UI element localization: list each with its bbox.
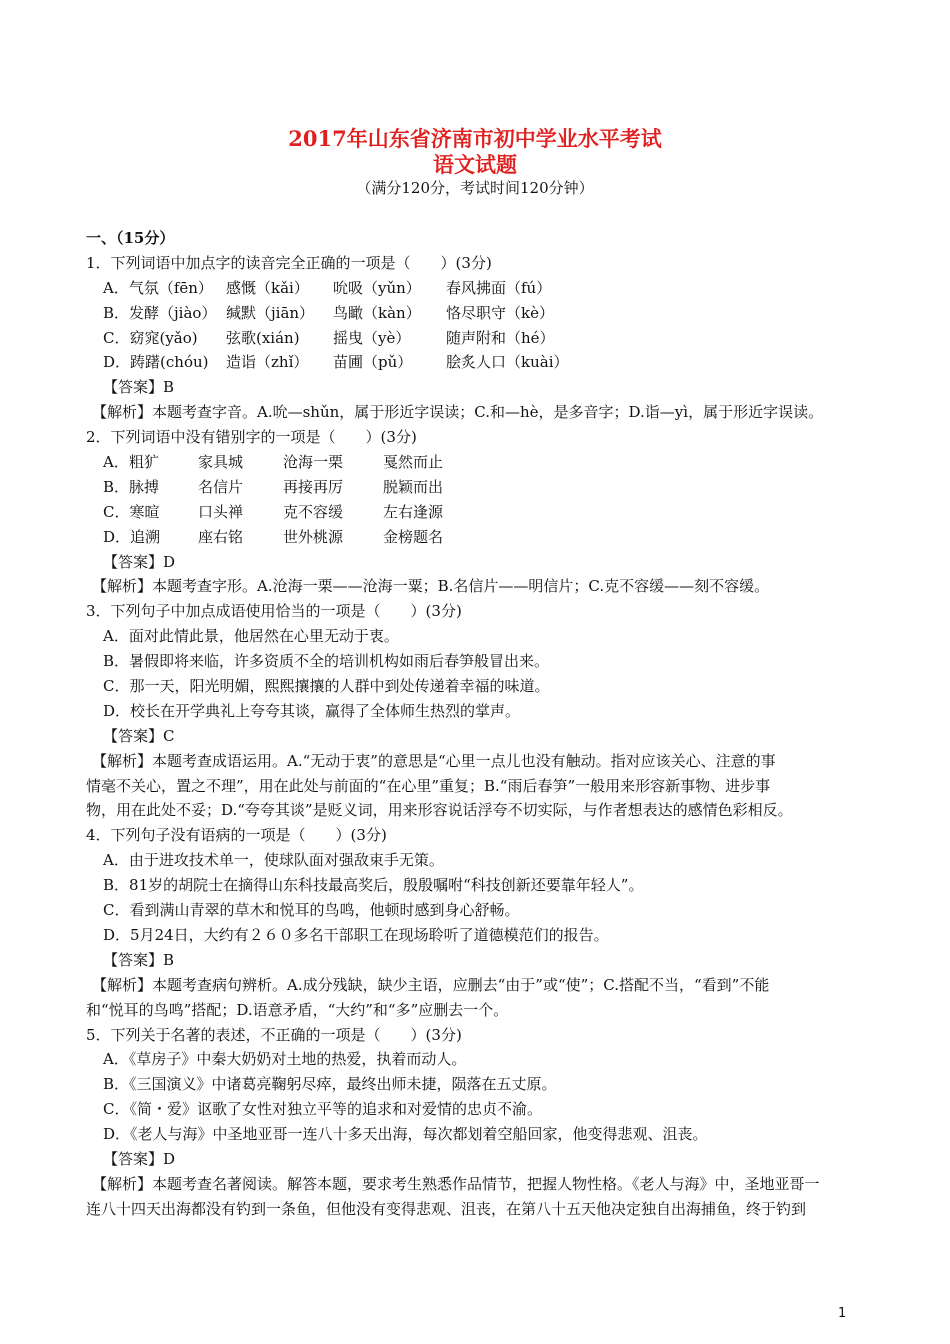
option-cell: 随声附和（hé） xyxy=(446,328,555,347)
question-4-option-a: A．由于进攻技术单一，使球队面对强敌束手无策。 xyxy=(103,851,444,870)
question-5-option-c: C．《简・爱》讴歌了女性对独立平等的追求和对爱情的忠贞不渝。 xyxy=(103,1100,542,1119)
option-cell: C．寒暄 xyxy=(103,502,160,521)
question-4-option-b: B．81岁的胡院士在摘得山东科技最高奖后，殷殷嘱咐“科技创新还要靠年轻人”。 xyxy=(103,876,644,895)
question-3-analysis-cont: 情毫不关心，置之不理”，用在此处与前面的“在心里”重复；B.“雨后春笋”一般用来形容新事物、进步事 xyxy=(86,776,771,795)
page-number: 1 xyxy=(838,1306,847,1321)
exam-content xyxy=(86,226,876,1222)
question-5-option-d: D．《老人与海》中圣地亚哥一连八十多天出海，每次都划着空船回家，他变得悲观、沮丧。 xyxy=(103,1125,708,1144)
question-2-option-a xyxy=(86,450,876,475)
question-2-option-b xyxy=(86,475,876,500)
question-5-stem: 5．下列关于名著的表述，不正确的一项是（ ）(3分) xyxy=(86,1025,462,1044)
option-cell: 名信片 xyxy=(198,477,244,496)
question-5-analysis: 【解析】本题考查名著阅读。解答本题，要求考生熟悉作品情节，把握人物性格。《老人与海》中，圣地亚哥一 xyxy=(92,1174,820,1193)
option-cell: 脱颖而出 xyxy=(383,477,444,496)
option-cell: 苗圃（pǔ） xyxy=(333,353,413,372)
option-cell: 沧海一栗 xyxy=(283,453,344,472)
option-cell: 春风拂面（fú） xyxy=(446,278,552,297)
option-cell: 家具城 xyxy=(198,453,244,472)
option-cell: 造诣（zhǐ） xyxy=(226,353,309,372)
option-cell: 左右逢源 xyxy=(383,502,444,521)
option-cell: 鸟瞰（kàn） xyxy=(333,303,421,322)
question-2-option-d xyxy=(86,525,876,550)
option-cell: A．粗犷 xyxy=(103,453,159,472)
option-cell: 戛然而止 xyxy=(383,453,444,472)
option-cell: 缄默（jiān） xyxy=(226,303,315,322)
option-cell: 摇曳（yè） xyxy=(333,328,411,347)
option-cell: 恪尽职守（kè） xyxy=(446,303,554,322)
question-4-analysis: 【解析】本题考查病句辨析。A.成分残缺，缺少主语，应删去“由于”或“使”；C.搭配不当，“看到”不能 xyxy=(92,975,770,994)
question-1-option-c xyxy=(86,326,876,351)
question-3-option-d: D．校长在开学典礼上夸夸其谈，赢得了全体师生热烈的掌声。 xyxy=(103,701,521,720)
question-1-option-d xyxy=(86,350,876,375)
question-5-answer: 【答案】D xyxy=(103,1149,176,1168)
option-cell: 口头禅 xyxy=(198,502,244,521)
option-cell: D．追溯 xyxy=(103,527,161,546)
question-1-analysis: 【解析】本题考查字音。A.吮—shǔn，属于形近字误读；C.和—hè，是多音字；D.诣—yì，属于形近字误读。 xyxy=(92,403,824,422)
option-cell: 弦歌(xián) xyxy=(226,328,300,347)
option-cell: D．踌躇(chóu) xyxy=(103,353,209,372)
question-1-answer: 【答案】B xyxy=(103,378,175,397)
question-1-option-a xyxy=(86,276,876,301)
option-cell: 克不容缓 xyxy=(283,502,344,521)
question-3-stem: 3．下列句子中加点成语使用恰当的一项是（ ）(3分) xyxy=(86,602,462,621)
option-cell: B．脉搏 xyxy=(103,477,160,496)
option-cell: 脍炙人口（kuài） xyxy=(446,353,569,372)
option-cell: A．气氛（fēn） xyxy=(103,278,213,297)
exam-title: 2017年山东省济南市初中学业水平考试 xyxy=(288,126,662,151)
exam-subject-title: 语文试题 xyxy=(433,152,517,177)
option-cell: 再接再厉 xyxy=(283,477,344,496)
question-3-option-c: C．那一天，阳光明媚，熙熙攘攘的人群中到处传递着幸福的味道。 xyxy=(103,677,550,696)
option-cell: 金榜题名 xyxy=(383,527,444,546)
question-3-analysis-cont: 物，用在此处不妥；D.“夸夸其谈”是贬义词，用来形容说话浮夸不切实际，与作者想表达的感情色彩相反。 xyxy=(86,801,793,820)
option-cell: C．窈窕(yǎo) xyxy=(103,328,198,347)
option-cell: 吮吸（yǔn） xyxy=(333,278,421,297)
question-3-option-a: A．面对此情此景，他居然在心里无动于衷。 xyxy=(103,627,399,646)
question-4-analysis-cont: 和“悦耳的鸟鸣”搭配；D.语意矛盾，“大约”和“多”应删去一个。 xyxy=(86,1000,509,1019)
question-3-option-b: B．暑假即将来临，许多资质不全的培训机构如雨后春笋般冒出来。 xyxy=(103,652,550,671)
section-heading: 一、（15分） xyxy=(86,229,175,247)
option-cell: 座右铭 xyxy=(198,527,244,546)
question-5-option-a: A．《草房子》中秦大奶奶对土地的热爱，执着而动人。 xyxy=(103,1050,467,1069)
exam-subtitle: （满分120分，考试时间120分钟） xyxy=(356,179,594,197)
question-2-answer: 【答案】D xyxy=(103,552,176,571)
question-4-stem: 4．下列句子没有语病的一项是（ ）(3分) xyxy=(86,826,387,845)
option-cell: 世外桃源 xyxy=(283,527,344,546)
question-1-option-b xyxy=(86,301,876,326)
question-2-option-c xyxy=(86,500,876,525)
question-3-analysis: 【解析】本题考查成语运用。A.“无动于衷”的意思是“心里一点儿也没有触动。指对应该关心、注意的事 xyxy=(92,751,776,770)
question-3-answer: 【答案】C xyxy=(103,726,175,745)
question-5-option-b: B．《三国演义》中诸葛亮鞠躬尽瘁，最终出师未捷，陨落在五丈原。 xyxy=(103,1075,557,1094)
question-4-answer: 【答案】B xyxy=(103,950,175,969)
question-2-analysis: 【解析】本题考查字形。A.沧海一栗——沧海一粟；B.名信片——明信片；C.克不容缓——刻不容缓。 xyxy=(92,577,770,596)
question-5-analysis-cont: 连八十四天出海都没有钓到一条鱼，但他没有变得悲观、沮丧，在第八十五天他决定独自出海捕鱼，终于钓到 xyxy=(86,1199,807,1218)
option-cell: 感慨（kǎi） xyxy=(226,278,309,297)
question-1-stem: 1．下列词语中加点字的读音完全正确的一项是（ ）(3分) xyxy=(86,253,492,272)
question-4-option-c: C．看到满山青翠的草木和悦耳的鸟鸣，他顿时感到身心舒畅。 xyxy=(103,901,520,920)
question-2-stem: 2．下列词语中没有错别字的一项是（ ）(3分) xyxy=(86,428,417,447)
option-cell: B．发酵（jiào） xyxy=(103,303,217,322)
question-4-option-d: D．5月24日，大约有２６０多名干部职工在现场聆听了道德模范们的报告。 xyxy=(103,925,609,944)
